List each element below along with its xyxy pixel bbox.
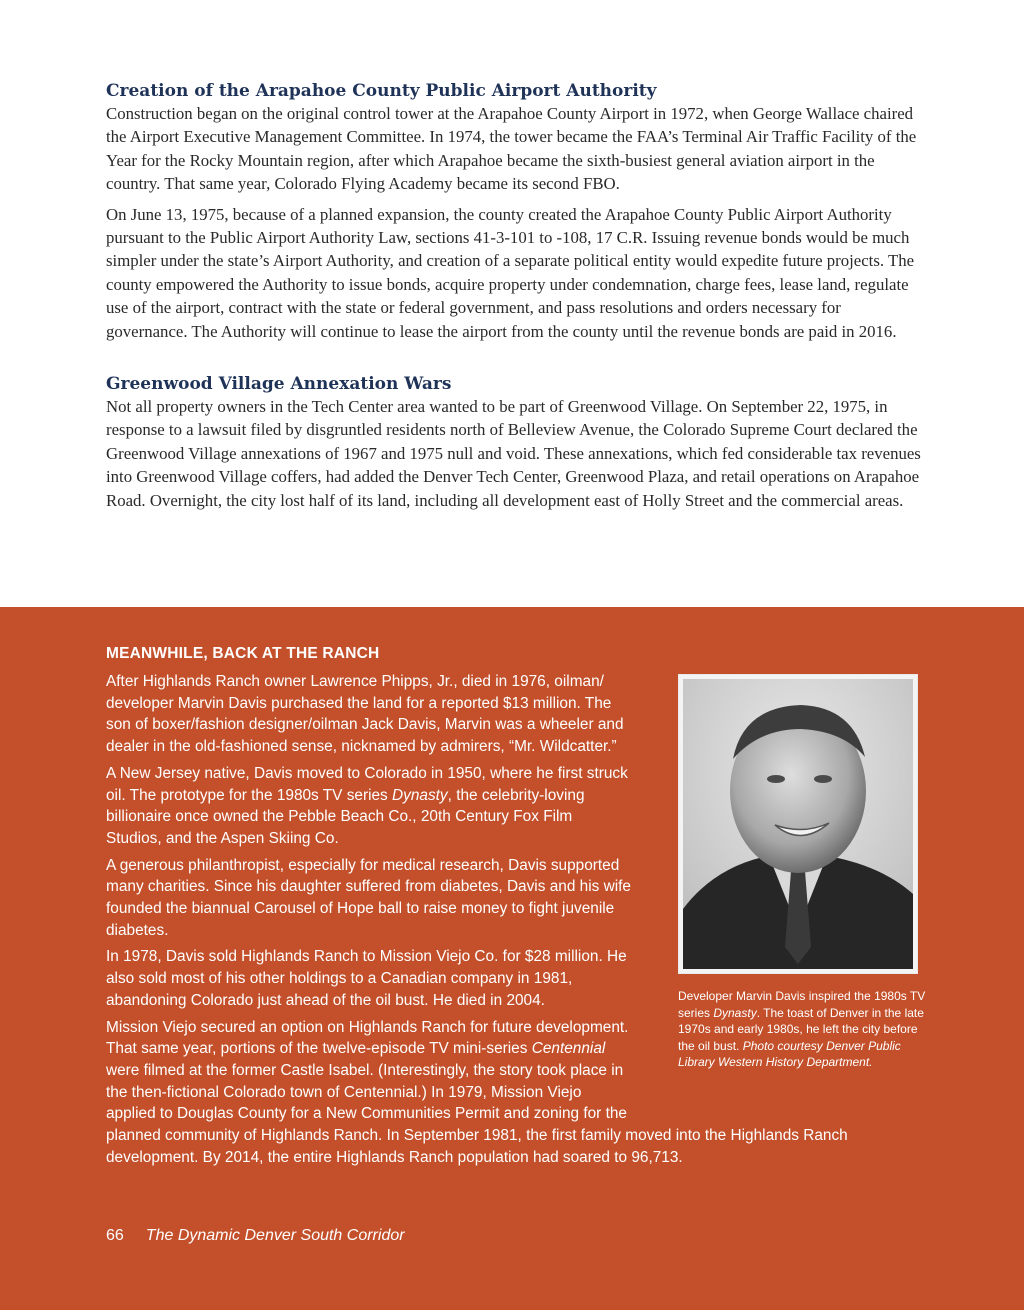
paragraph: Not all property owners in the Tech Center area wanted to be part of Greenwood Village. On September 22, 1975, in response to a lawsuit filed by disgruntled residents north of Belleview Avenue, the Colorado Supreme Court declared the Greenwood Village annexations of 1967 and 1975 null and void. These annexations, which fed considerable tax revenues into Greenwood Village coffers, had added the Denver Tech Center, Greenwood Plaza, and retail operations on Arapahoe Road. Overnight, the city lost half of its land, including all development east of Holly Street and the commercial areas. xyxy=(106,397,921,510)
section-heading-annexation-wars: Greenwood Village Annexation Wars xyxy=(106,374,452,395)
main-article xyxy=(106,80,926,519)
sidebar-paragraph: A generous philanthropist, especially for medical research, Davis supported many charities. Since his daughter suffered from diabetes, Davis and his wife founded the biannual Carousel of Hope ball to raise money to fight juvenile diabetes. xyxy=(106,856,631,939)
paragraph: On June 13, 1975, because of a planned expansion, the county created the Arapahoe County Public Airport Authority pursuant to the Public Airport Authority Law, sections 41-3-101 to -108, 17 C.R. Issuing revenue bonds would be much simpler under the state’s Airport Authority, and creation of a separate political entity would expedite future projects. The county empowered the Authority to issue bonds, acquire property under condemnation, charge fees, lease land, regulate use of the airport, contract with the state or federal government, and pass resolutions and orders necessary for governance. The Authority will continue to lease the airport from the county until the revenue bonds are paid in 2016. xyxy=(106,204,915,341)
sidebar-heading: MEANWHILE, BACK AT THE RANCH xyxy=(106,645,380,662)
section-heading-airport-authority: Creation of the Arapahoe County Public Airport Authority xyxy=(106,81,657,101)
portrait-image xyxy=(683,679,913,969)
sidebar-paragraph: A New Jersey native, Davis moved to Colorado in 1950, where he first struck oil. The prototype for the 1980s TV series Dynasty, the celebrity-loving billionaire once owned the Pebble Beach Co., 20th Century Fox Film Studios, and the Aspen Skiing Co. xyxy=(106,764,628,847)
sidebar-paragraph: In 1978, Davis sold Highlands Ranch to Mission Viejo Co. for $28 million. He also sold most of his other holdings to a Canadian company in 1981, abandoning Colorado just ahead of the oil bust. He died in 2004. xyxy=(106,948,627,1009)
portrait-photo xyxy=(678,674,918,974)
photo-caption: Developer Marvin Davis inspired the 1980s TV series Dynasty. The toast of Denver in the late 1970s and early 1980s, he left the city before the oil bust. Photo courtesy Denver Public Library Western History Department. xyxy=(678,989,926,1070)
page-footer xyxy=(106,1227,405,1245)
paragraph: Construction began on the original control tower at the Arapahoe County Airport in 1972, when George Wallace chaired the Airport Executive Management Committee. In 1974, the tower became the FAA’s Terminal Air Traffic Facility of the Year for the Rocky Mountain region, after which Arapahoe became the sixth-busiest general aviation airport in the country. That same year, Colorado Flying Academy became its second FBO. xyxy=(106,104,917,194)
sidebar-paragraph: Mission Viejo secured an option on Highlands Ranch for future development. That same year, portions of the twelve-episode TV mini-series Centennial were filmed at the former Castle Isabel. (Interestingly, the story took place in the then-fictional Colorado town of Centennial.) In 1979, Mission Viejo applied to Douglas County for a New Communities Permit and zoning for the planned community of Highlands Ranch. In September 1981, the first family moved into the Highlands Ranch development. By 2014, the entire Highlands Ranch population had soared to 96,713. xyxy=(106,1018,848,1166)
book-title: The Dynamic Denver South Corridor xyxy=(145,1227,405,1244)
sidebar-paragraph: After Highlands Ranch owner Lawrence Phipps, Jr., died in 1976, oilman/ developer Marvin Davis purchased the land for a reported $13 million. The son of boxer/fashion designer/oilman Jack Davis, Marvin was a wheeler and dealer in the old-fashioned sense, nicknamed by admirers, “Mr. Wildcatter.” xyxy=(106,673,624,756)
page-number: 66 xyxy=(106,1227,124,1244)
